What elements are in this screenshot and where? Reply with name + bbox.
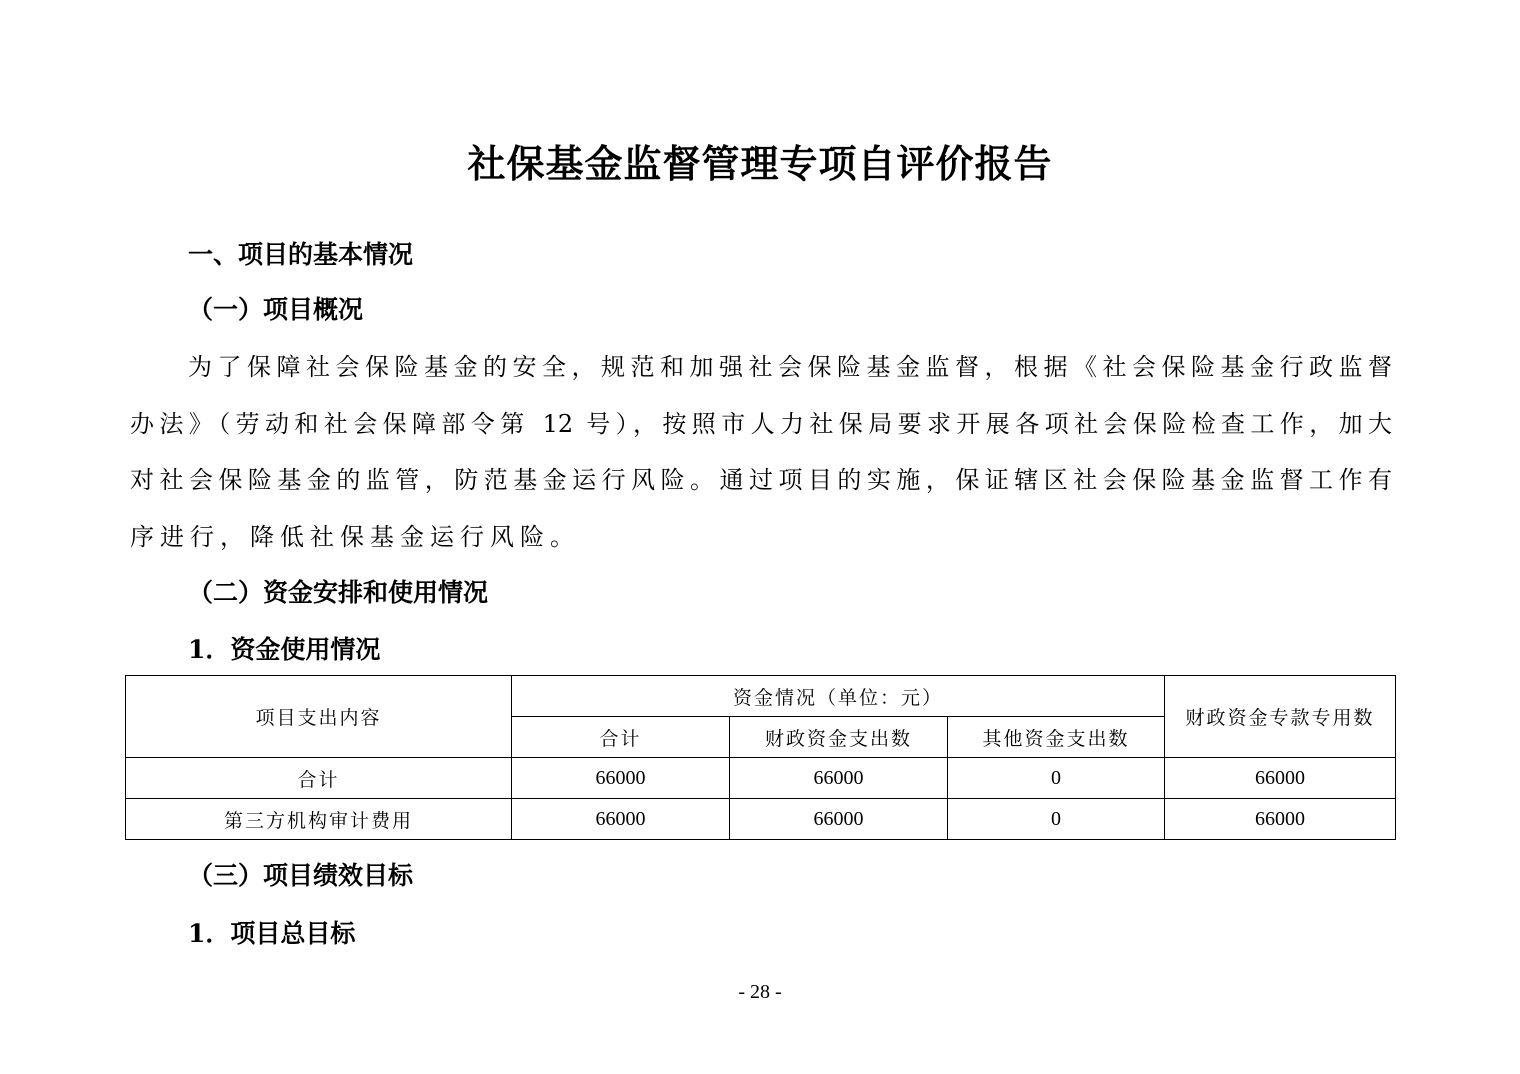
funds-table bbox=[125, 675, 1396, 840]
cell: 0 bbox=[948, 799, 1165, 840]
header-cell: 资金情况（单位：元） bbox=[512, 676, 1165, 717]
table-row bbox=[126, 758, 1396, 799]
header-cell: 财政资金支出数 bbox=[730, 717, 948, 758]
paragraph-line: 办法》（劳动和社会保障部令第 12 号），按照市人力社保局要求开展各项社会保险检查工作，加大 bbox=[130, 410, 1392, 438]
section-heading: 一、项目的基本情况 bbox=[188, 240, 414, 269]
table-row bbox=[126, 799, 1396, 840]
header-cell: 财政资金专款专用数 bbox=[1165, 676, 1396, 758]
cell: 66000 bbox=[512, 758, 730, 799]
header-cell: 合计 bbox=[512, 717, 730, 758]
item-heading: 1．资金使用情况 bbox=[188, 635, 381, 664]
header-cell: 其他资金支出数 bbox=[948, 717, 1165, 758]
header-cell: 项目支出内容 bbox=[126, 676, 512, 758]
subsection-heading: （一）项目概况 bbox=[188, 295, 364, 324]
paragraph-line: 为了保障社会保险基金的安全，规范和加强社会保险基金监督，根据《社会保险基金行政监督 bbox=[188, 353, 1392, 381]
cell: 66000 bbox=[730, 758, 948, 799]
document-title: 社保基金监督管理专项自评价报告 bbox=[467, 141, 1053, 186]
cell: 0 bbox=[948, 758, 1165, 799]
item-heading: 1．项目总目标 bbox=[188, 919, 356, 948]
paragraph-line: 序进行，降低社保基金运行风险。 bbox=[130, 523, 580, 551]
page-number: - 28 - bbox=[738, 981, 782, 1003]
cell: 66000 bbox=[730, 799, 948, 840]
cell: 66000 bbox=[512, 799, 730, 840]
paragraph-line: 对社会保险基金的监管，防范基金运行风险。通过项目的实施，保证辖区社会保险基金监督工作有 bbox=[130, 466, 1392, 494]
subsection-heading: （三）项目绩效目标 bbox=[188, 861, 414, 890]
cell: 合计 bbox=[126, 758, 512, 799]
subsection-heading: （二）资金安排和使用情况 bbox=[188, 578, 489, 607]
cell: 第三方机构审计费用 bbox=[126, 799, 512, 840]
cell: 66000 bbox=[1165, 758, 1396, 799]
cell: 66000 bbox=[1165, 799, 1396, 840]
